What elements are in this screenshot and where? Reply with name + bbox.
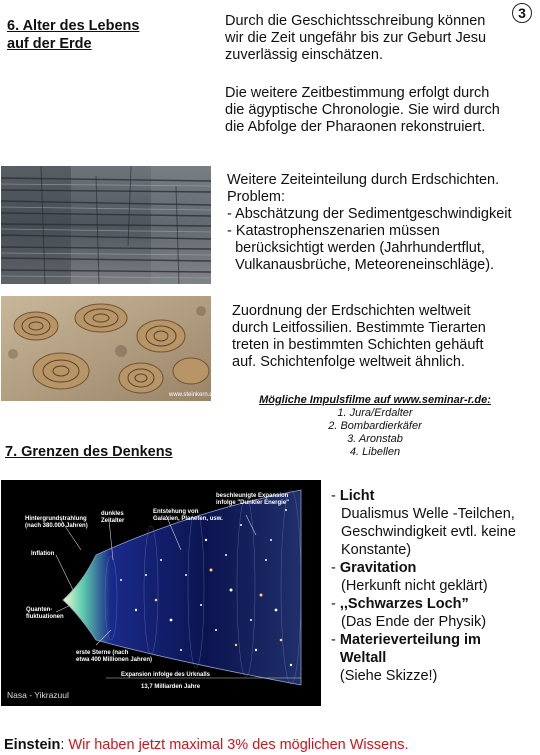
list-item-detail: (Herkunft nicht geklärt) [341,578,488,594]
film-item: 4. Libellen [349,446,401,458]
inflation-label: Inflation [31,551,55,557]
list-item: - Licht Dualismus Welle -Teilchen, Geschwindigkeit evtl. keine Konstante) [331,487,540,559]
chronology-paragraph: Die weitere Zeitbestimmung erfolgt durch die ägyptische Chronologie. Sie wird durch die Abfolge der Pharaonen rekonstruiert. [225,85,500,135]
ammonite-illustration [1,296,217,401]
impulse-films-title: Mögliche Impulsfilme auf www.seminar-r.de: [259,394,491,406]
rock-strata-photo [1,166,211,284]
list-item-detail: (Das Ende der Physik) [341,614,487,630]
quantum-fluctuations-label: Quanten- fluktuationen [26,607,64,620]
galaxy-formation-label: Entstehung von Galaxien, Planeten, usw. [153,509,223,522]
dark-age-label: dunkles Zeitalter [101,511,125,524]
section-7-heading: 7. Grenzen des Denkens [5,444,173,460]
film-item: 3. Aronstab [347,433,403,445]
quote-separator: : [60,737,69,753]
einstein-name: Einstein [4,737,61,753]
impulse-films-box [240,394,510,459]
ammonite-fossil-photo [1,296,217,401]
rock-strata-illustration [1,166,211,284]
universe-age-label: 13,7 Milliarden Jahre [141,684,201,690]
section-6-heading: 6. Alter des Lebens auf der Erde [7,18,140,52]
einstein-quote-text: Wir haben jetzt maximal 3% des möglichen Wissens. [68,737,409,753]
list-item: - Gravitation (Herkunft nicht geklärt) [331,559,540,595]
universe-expansion-diagram [1,480,321,706]
list-item-detail: (Siehe Skizze!) [339,668,438,684]
film-item: 1. Jura/Erdalter [337,407,413,419]
first-stars-label: erste Sterne (nach etwa 400 Millionen Jahren) [76,650,153,663]
image-credit: Nasa - Yikrazuul [7,690,69,700]
list-item-title: Licht [339,488,375,504]
einstein-quote [4,737,409,753]
list-item: - Materieverteilung im Weltall (Siehe Skizze!) [331,632,481,684]
list-item-title: Materieverteilung im Weltall [339,632,481,666]
fossils-paragraph: Zuordnung der Erdschichten weltweit durch Leitfossilien. Bestimmte Tierarten treten in bestimmten Schichten gehäuft auf. Schichtenfolge weltweit ähnlich. [232,303,486,370]
fossil-watermark: www.steinkern.de [169,392,217,398]
history-paragraph: Durch die Geschichtsschreibung können wir die Zeit ungefähr bis zur Geburt Jesu zuverlässig einschätzen. [225,13,487,63]
background-radiation-label: Hintergrundstrahlung (nach 380.000 Jahren) [25,516,88,529]
list-item-title: Gravitation [339,560,417,576]
dark-energy-label: beschleunigte Expansion infolge "Dunkler Energie" [216,493,290,506]
limits-of-thinking-list [331,487,540,685]
film-item: 2. Bombardierkäfer [328,420,422,432]
strata-paragraph: Weitere Zeiteinteilung durch Erdschichten. Problem: - Abschätzung der Sedimentgeschwindigkeit - Katastrophenszenarien müssen berücksichtigt werden (Jahrhundertflut, Vulkanausbrüche, Meteoreneinschläge). [227,172,512,273]
page-number: 3 [518,5,526,21]
list-item-title: ,,Schwarzes Loch” [339,596,469,612]
list-item-detail: Dualismus Welle -Teilchen, Geschwindigkeit evtl. keine Konstante) [341,506,516,558]
big-bang-expansion-label: Expansion infolge des Urknalls [121,672,211,678]
list-item: - ,,Schwarzes Loch” (Das Ende der Physik) [331,595,540,631]
